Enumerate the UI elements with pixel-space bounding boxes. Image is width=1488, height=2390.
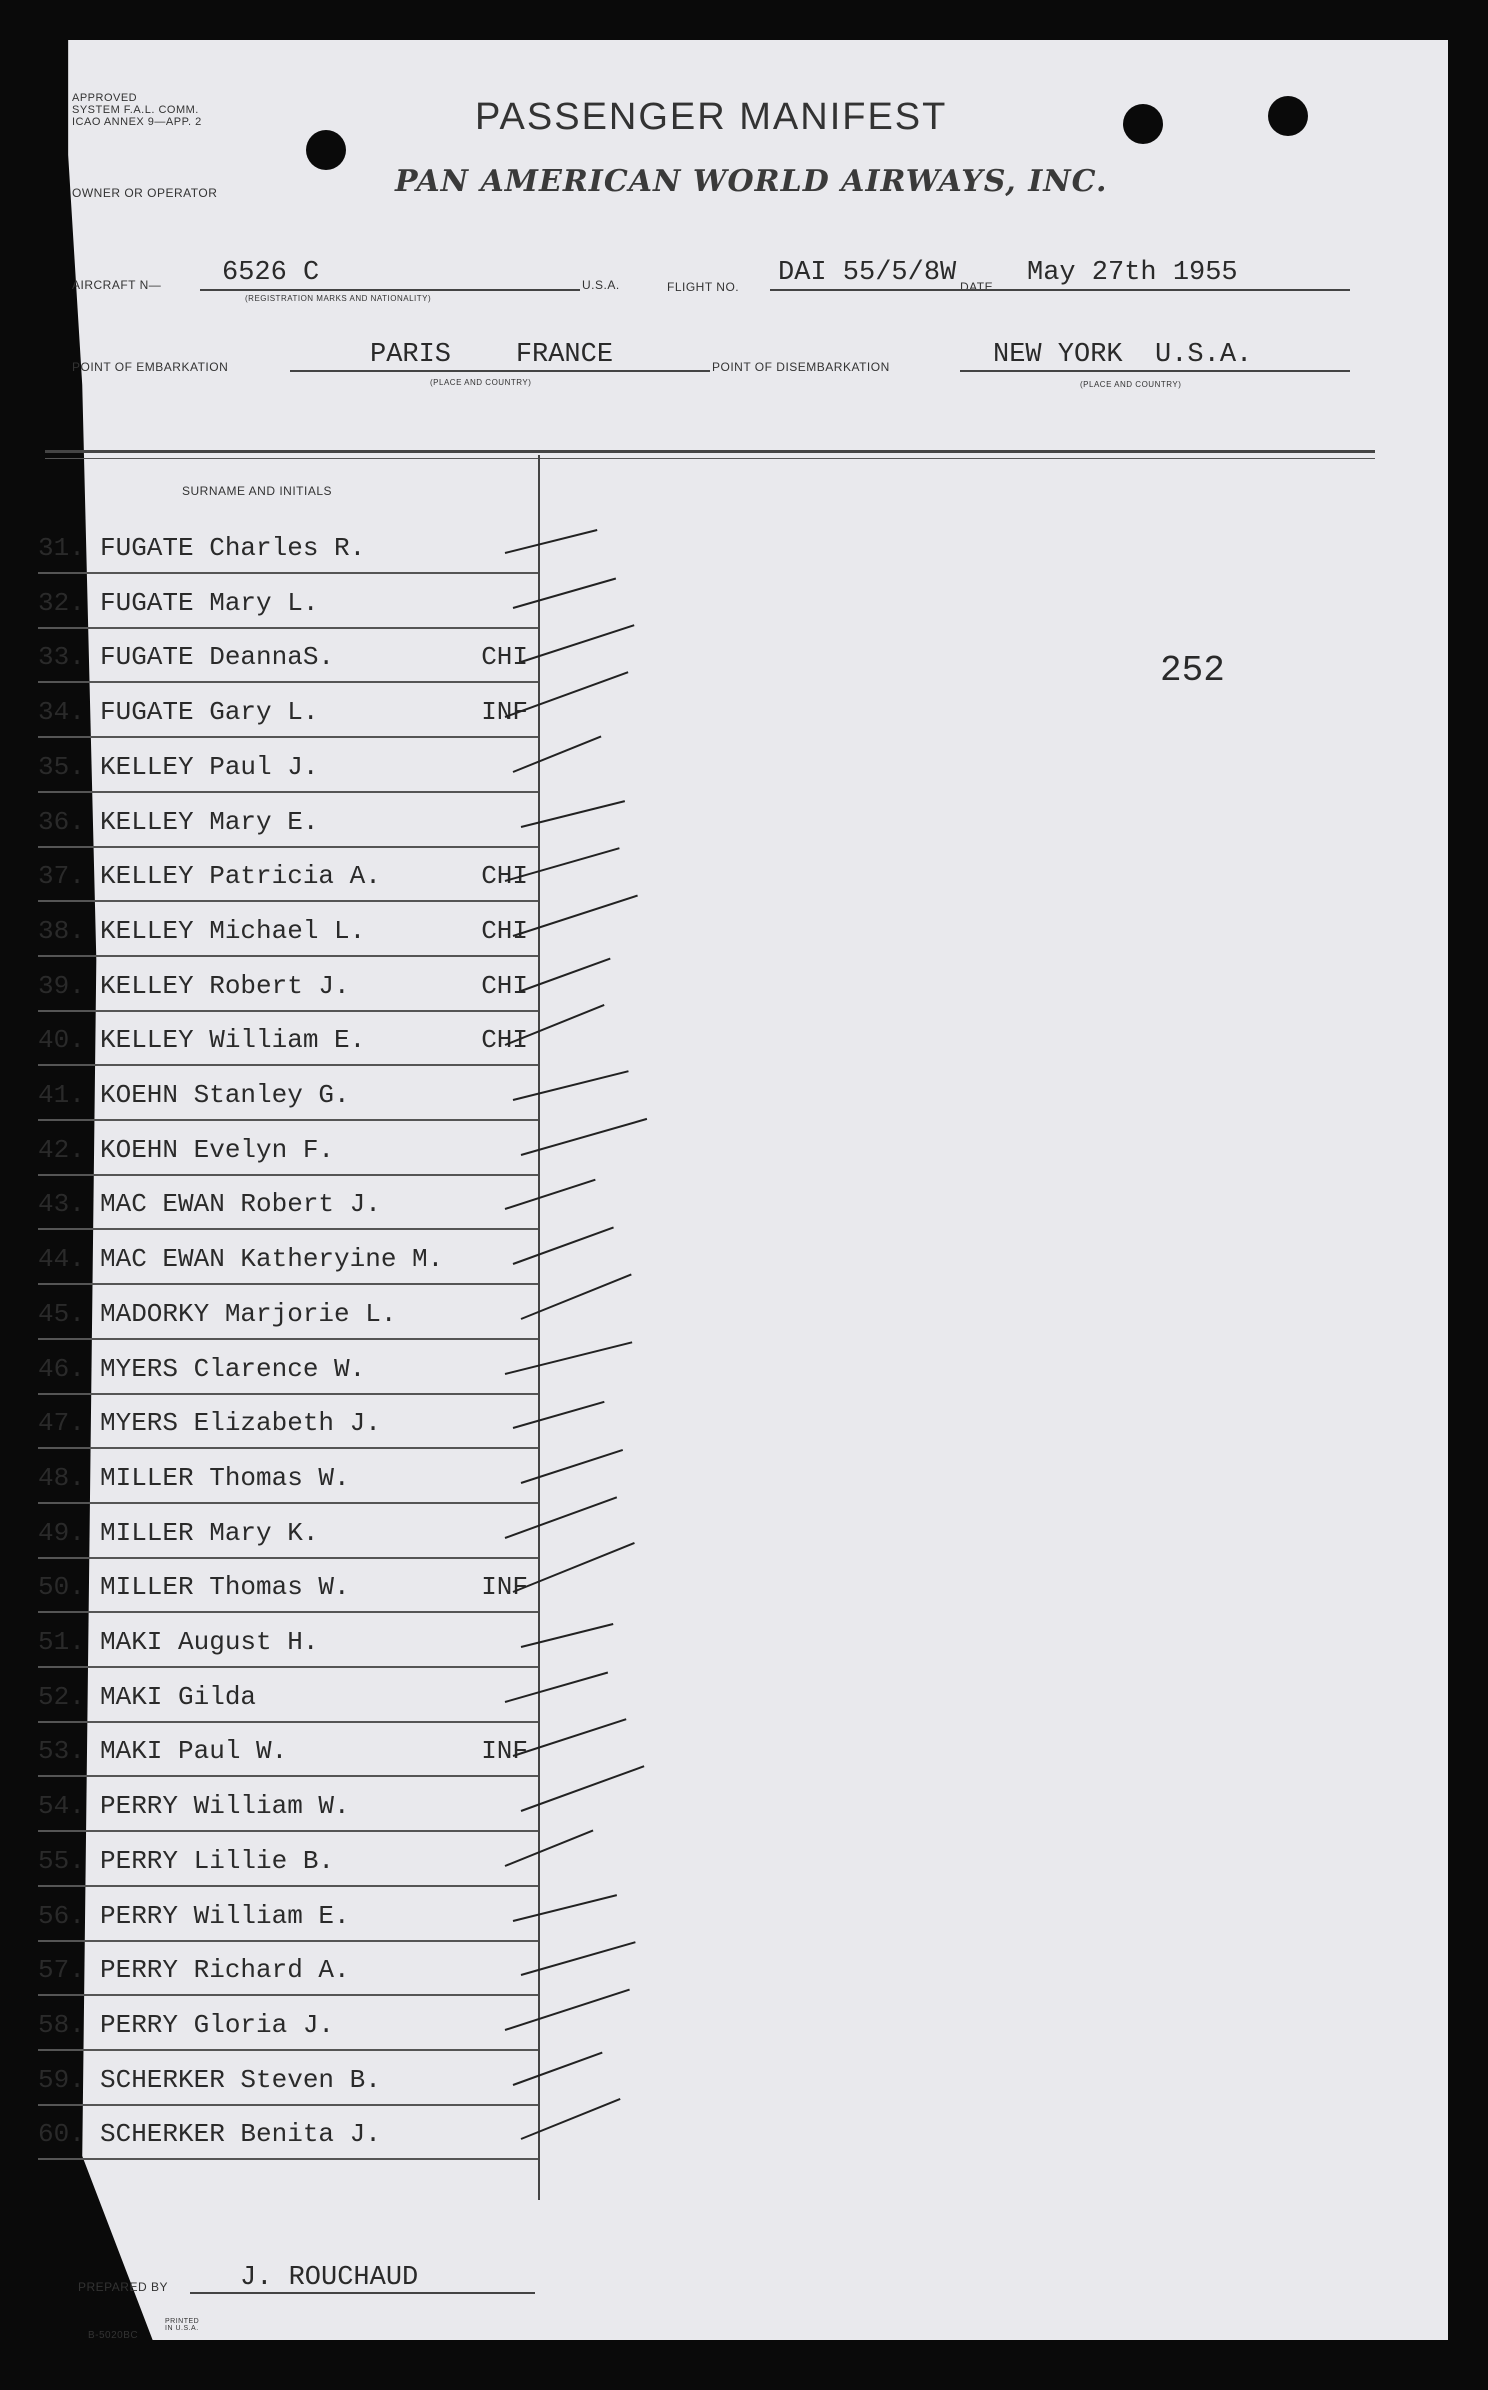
disembarkation-label: POINT OF DISEMBARKATION: [712, 360, 890, 374]
embarkation-value: PARIS FRANCE: [370, 340, 614, 370]
row-number: 50.: [38, 1572, 85, 1603]
row-rule: [38, 1940, 538, 1942]
row-number: 34.: [38, 697, 85, 728]
passenger-category: INF: [481, 697, 528, 728]
row-number: 48.: [38, 1462, 85, 1493]
row-number: 56.: [38, 1900, 85, 1931]
row-number: 60.: [38, 2119, 85, 2150]
prepared-by-value: J. ROUCHAUD: [240, 2263, 419, 2293]
row-number: 33.: [38, 642, 85, 673]
table-row: [38, 2052, 538, 2106]
table-row: [38, 1778, 538, 1832]
row-number: 53.: [38, 1736, 85, 1767]
flight-number: DAI 55/5/8W: [778, 258, 957, 288]
passenger-name: MYERS Elizabeth J.: [100, 1408, 381, 1439]
owner-label: OWNER OR OPERATOR: [72, 186, 218, 200]
row-rule: [38, 1666, 538, 1668]
passenger-category: CHI: [481, 861, 528, 892]
table-row: [38, 1888, 538, 1942]
row-rule: [38, 1502, 538, 1504]
table-row: [38, 1176, 538, 1230]
table-row: [38, 1122, 538, 1176]
passenger-name: PERRY Richard A.: [100, 1955, 350, 1986]
passenger-name: MILLER Thomas W.: [100, 1572, 350, 1603]
row-rule: [38, 1228, 538, 1230]
flight-label: FLIGHT NO.: [667, 280, 740, 294]
row-rule: [38, 736, 538, 738]
passenger-name: KOEHN Stanley G.: [100, 1080, 350, 1110]
punch-hole: [1123, 104, 1163, 144]
table-row: [38, 629, 538, 683]
row-number: 35.: [38, 751, 85, 782]
row-number: 31.: [38, 533, 85, 563]
table-row: [38, 1012, 538, 1066]
row-number: 38.: [38, 915, 85, 946]
row-number: 46.: [38, 1353, 85, 1384]
page-number: 252: [1160, 650, 1225, 691]
table-row: [38, 1231, 538, 1285]
aircraft-label: AIRCRAFT N—: [72, 278, 162, 292]
passenger-name: PERRY Gloria J.: [100, 2009, 335, 2040]
row-number: 41.: [38, 1080, 85, 1110]
table-row: [38, 1559, 538, 1613]
row-rule: [38, 1283, 538, 1285]
passenger-category: CHI: [481, 1025, 528, 1056]
passenger-name: MILLER Mary K.: [100, 1517, 319, 1548]
row-rule: [38, 1721, 538, 1723]
company-name: PAN AMERICAN WORLD AIRWAYS, INC.: [395, 164, 1108, 199]
row-rule: [38, 791, 538, 793]
row-number: 52.: [38, 1681, 85, 1712]
row-rule: [38, 1611, 538, 1613]
row-rule: [38, 1010, 538, 1012]
embarkation-label: POINT OF EMBARKATION: [72, 360, 229, 374]
passenger-name: SCHERKER Benita J.: [100, 2119, 381, 2150]
row-number: 37.: [38, 861, 85, 892]
usa-label: U.S.A.: [582, 278, 620, 292]
aircraft-value: 6526 C: [222, 258, 320, 288]
row-number: 49.: [38, 1517, 85, 1548]
row-rule: [38, 1119, 538, 1121]
approval-note: APPROVED SYSTEM F.A.L. COMM. ICAO ANNEX 9—APP. 2: [72, 92, 202, 128]
row-number: 32.: [38, 587, 85, 618]
row-rule: [38, 627, 538, 629]
passenger-name: KOEHN Evelyn F.: [100, 1134, 335, 1165]
passenger-name: FUGATE Charles R.: [100, 533, 366, 563]
table-top-rule: [45, 458, 1375, 459]
passenger-name: MILLER Thomas W.: [100, 1462, 350, 1493]
table-top-rule: [45, 450, 1375, 453]
passenger-name: PERRY Lillie B.: [100, 1845, 335, 1876]
passenger-name: PERRY William W.: [100, 1791, 350, 1822]
row-number: 42.: [38, 1134, 85, 1165]
table-row: [38, 1942, 538, 1996]
table-row: [38, 1997, 538, 2051]
row-rule: [38, 1830, 538, 1832]
passenger-name: FUGATE DeannaS.: [100, 642, 335, 673]
registration-sublabel: (REGISTRATION MARKS AND NATIONALITY): [245, 294, 432, 303]
underline: [960, 370, 1350, 372]
table-row: [38, 739, 538, 793]
row-rule: [38, 955, 538, 957]
table-row: [38, 1723, 538, 1777]
table-row: [38, 848, 538, 902]
table-row: [38, 1395, 538, 1449]
passenger-name: KELLEY Michael L.: [100, 915, 366, 946]
passenger-category: CHI: [481, 642, 528, 673]
row-rule: [38, 1338, 538, 1340]
form-number: B-5020BC: [88, 2330, 139, 2341]
row-rule: [38, 1447, 538, 1449]
row-rule: [38, 2049, 538, 2051]
table-row: [38, 903, 538, 957]
passenger-name: KELLEY Robert J.: [100, 970, 350, 1001]
passenger-name: KELLEY Mary E.: [100, 806, 319, 837]
disembarkation-sublabel: (PLACE AND COUNTRY): [1080, 380, 1182, 389]
row-number: 36.: [38, 806, 85, 837]
row-rule: [38, 1775, 538, 1777]
row-rule: [38, 1064, 538, 1066]
punch-hole: [306, 130, 346, 170]
table-row: [38, 1669, 538, 1723]
table-row: [38, 575, 538, 629]
passenger-category: INF: [481, 1736, 528, 1767]
table-row: [38, 520, 538, 574]
row-rule: [38, 846, 538, 848]
table-row: [38, 2106, 538, 2160]
table-row: [38, 1833, 538, 1887]
row-number: 43.: [38, 1189, 85, 1220]
column-divider: [538, 455, 540, 2200]
table-row: [38, 794, 538, 848]
row-number: 44.: [38, 1244, 85, 1275]
passenger-name: MADORKY Marjorie L.: [100, 1298, 397, 1329]
passenger-name: KELLEY William E.: [100, 1025, 366, 1056]
row-number: 57.: [38, 1955, 85, 1986]
table-row: [38, 1450, 538, 1504]
passenger-name: FUGATE Gary L.: [100, 697, 319, 728]
passenger-name: MYERS Clarence W.: [100, 1353, 366, 1384]
document-title: PASSENGER MANIFEST: [475, 96, 948, 138]
passenger-name: KELLEY Paul J.: [100, 751, 319, 782]
row-number: 55.: [38, 1845, 85, 1876]
row-rule: [38, 2158, 538, 2160]
table-row: [38, 1505, 538, 1559]
underline: [770, 289, 1350, 291]
underline: [200, 289, 580, 291]
row-rule: [38, 1994, 538, 1996]
row-number: 59.: [38, 2064, 85, 2095]
row-number: 58.: [38, 2009, 85, 2040]
passenger-name: FUGATE Mary L.: [100, 587, 319, 618]
passenger-name: MAKI Paul W.: [100, 1736, 288, 1767]
passenger-category: CHI: [481, 915, 528, 946]
row-rule: [38, 1174, 538, 1176]
passenger-name: MAC EWAN Katheryine M.: [100, 1244, 444, 1275]
printed-mark: PRINTED IN U.S.A.: [165, 2318, 200, 2332]
flight-date: May 27th 1955: [1027, 258, 1238, 288]
row-number: 45.: [38, 1298, 85, 1329]
table-row: [38, 1614, 538, 1668]
row-number: 39.: [38, 970, 85, 1001]
row-rule: [38, 681, 538, 683]
embarkation-sublabel: (PLACE AND COUNTRY): [430, 378, 532, 387]
row-rule: [38, 1557, 538, 1559]
column-header: SURNAME AND INITIALS: [182, 484, 333, 498]
row-number: 54.: [38, 1791, 85, 1822]
passenger-name: PERRY William E.: [100, 1900, 350, 1931]
underline: [190, 2292, 535, 2294]
date-label: DATE: [960, 280, 994, 294]
row-rule: [38, 1885, 538, 1887]
prepared-by-label: PREPARED BY: [78, 2280, 168, 2294]
row-rule: [38, 2104, 538, 2106]
passenger-name: SCHERKER Steven B.: [100, 2064, 381, 2095]
row-number: 51.: [38, 1627, 85, 1657]
table-row: [38, 1286, 538, 1340]
table-row: [38, 1341, 538, 1395]
passenger-category: CHI: [481, 970, 528, 1001]
disembarkation-value: NEW YORK U.S.A.: [993, 340, 1253, 370]
row-rule: [38, 900, 538, 902]
passenger-category: INF: [481, 1572, 528, 1603]
passenger-name: MAKI Gilda: [100, 1681, 257, 1712]
passenger-name: MAKI August H.: [100, 1627, 319, 1657]
passenger-name: KELLEY Patricia A.: [100, 861, 381, 892]
punch-hole: [1268, 96, 1308, 136]
passenger-name: MAC EWAN Robert J.: [100, 1189, 381, 1220]
row-rule: [38, 572, 538, 574]
underline: [290, 370, 710, 372]
row-number: 47.: [38, 1408, 85, 1439]
row-number: 40.: [38, 1025, 85, 1056]
table-row: [38, 684, 538, 738]
table-row: [38, 1067, 538, 1121]
table-row: [38, 958, 538, 1012]
row-rule: [38, 1393, 538, 1395]
